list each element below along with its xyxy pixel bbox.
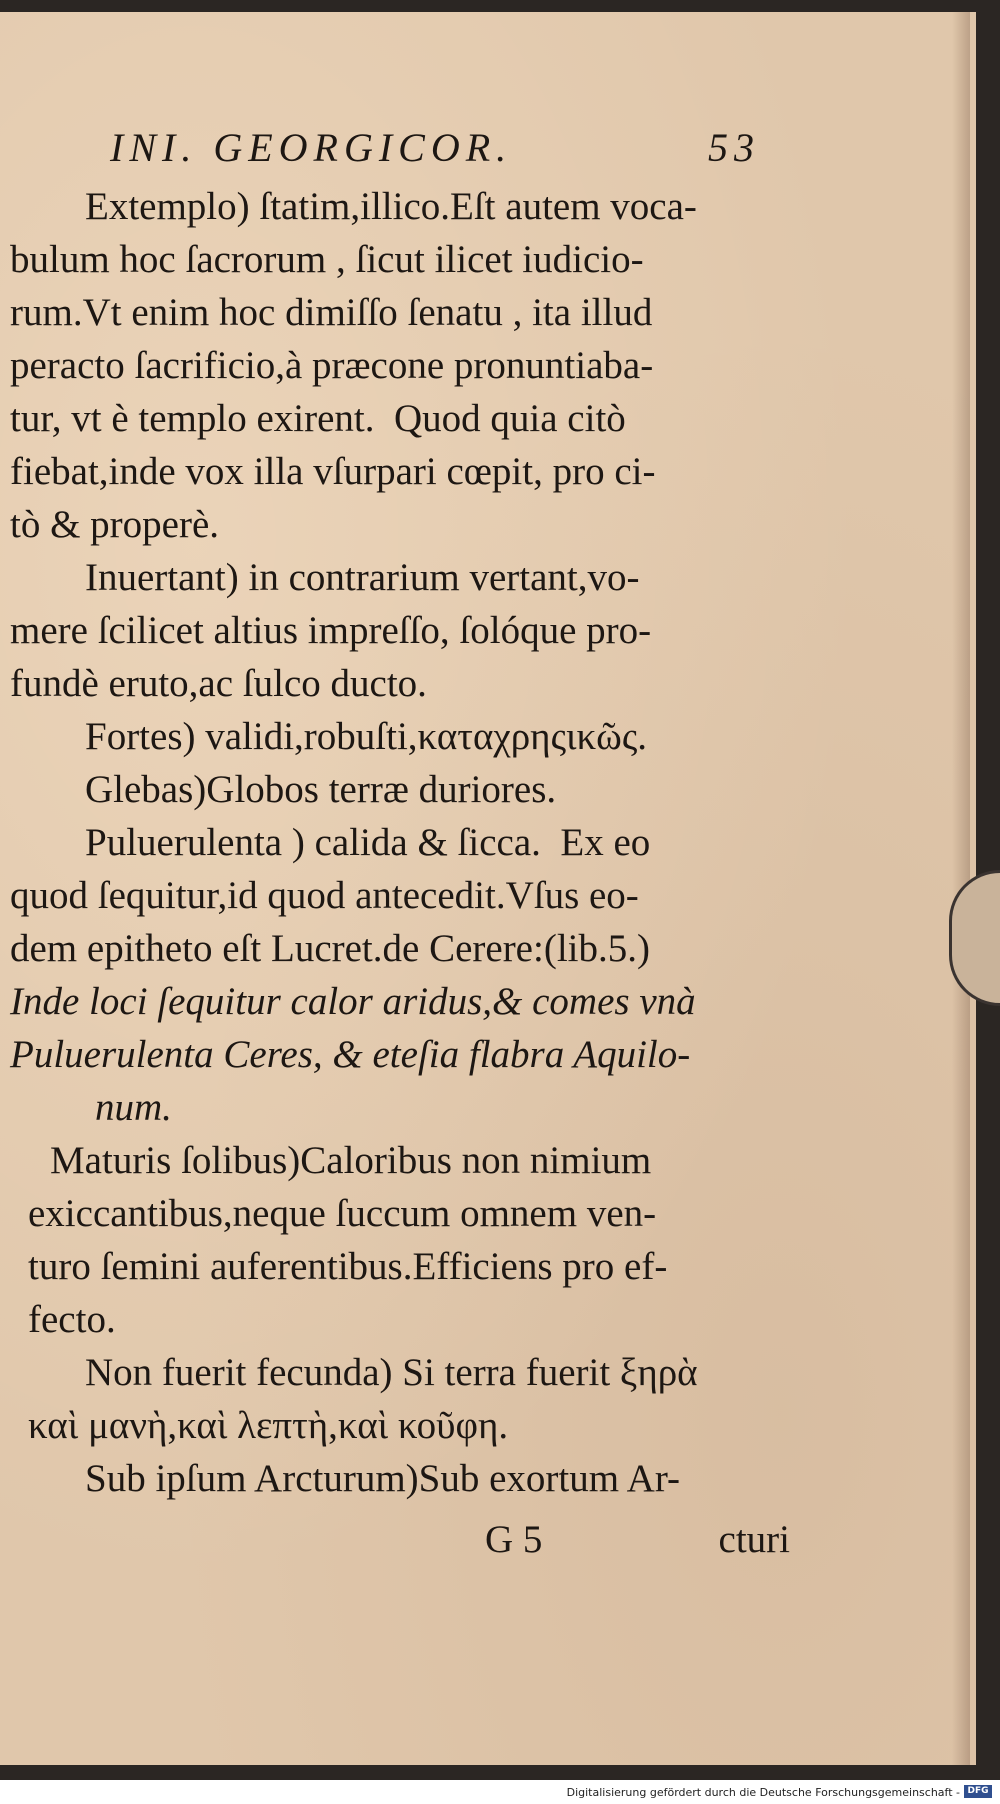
text-line: quod ſequitur,id quod antecedit.Vſus eo- [10,874,639,917]
signature-mark: G 5 [485,1518,543,1561]
catchword: cturi [718,1518,790,1561]
text-line: mere ſcilicet altius impreſſo, ſolóque pro- [10,609,652,652]
text-line: Glebas)Globos terræ duriores. [85,768,557,811]
text-line: tur, vt è templo exirent. Quod quia citò [10,397,626,440]
text-line: rum.Vt enim hoc dimiſſo ſenatu , ita illud [10,291,653,334]
text-line: dem epitheto eſt Lucret.de Cerere:(lib.5.) [10,927,650,970]
dfg-logo-icon: DFG [964,1785,992,1798]
body-text [10,180,770,1505]
text-line: peracto ſacrificio,à præcone pronuntiaba- [10,344,654,387]
footer-credit: Digitalisierung gefördert durch die Deutsche Forschungsgemeinschaft - [566,1786,960,1799]
text-line: tò & properè. [10,503,220,546]
text-line: Sub ipſum Arcturum)Sub exortum Ar- [85,1457,681,1500]
text-line: fundè eruto,ac ſulco ducto. [10,662,427,705]
page-footer-marks [485,1517,790,1562]
text-line: Extemplo) ſtatim,illico.Eſt autem voca- [85,185,697,228]
text-line: Inuertant) in contrarium vertant,vo- [85,556,640,599]
text-line: exiccantibus,neque ſuccum omnem ven- [28,1192,657,1235]
text-line: Fortes) validi,robuſti,καταχρηςικῶς. [85,715,648,758]
text-line: fiebat,inde vox illa vſurpari cœpit, pro ci- [10,450,656,493]
text-line: Puluerulenta ) calida & ſicca. Ex eo [85,821,651,864]
text-line: bulum hoc ſacrorum , ſicut ilicet iudicio- [10,238,644,281]
running-head [110,124,760,171]
quote-line: Inde loci ſequitur calor aridus,& comes vnà [10,980,696,1023]
text-line: καὶ μανὴ,καὶ λεπτὴ,καὶ κοῦφη. [28,1404,509,1447]
running-head-title: INI. GEORGICOR. [110,125,513,170]
quote-line: num. [95,1086,172,1129]
text-line: turo ſemini auferentibus.Efficiens pro ef- [28,1245,668,1288]
text-line: fecto. [28,1298,116,1341]
text-line: Maturis ſolibus)Caloribus non nimium [50,1139,652,1182]
book-page [0,12,976,1765]
text-line: Non fuerit fecunda) Si terra fuerit ξηρὰ [85,1351,698,1394]
digitization-footer [0,1780,1000,1804]
page-number: 53 [708,125,760,170]
quote-line: Puluerulenta Ceres, & eteſia flabra Aquilo- [10,1033,691,1076]
